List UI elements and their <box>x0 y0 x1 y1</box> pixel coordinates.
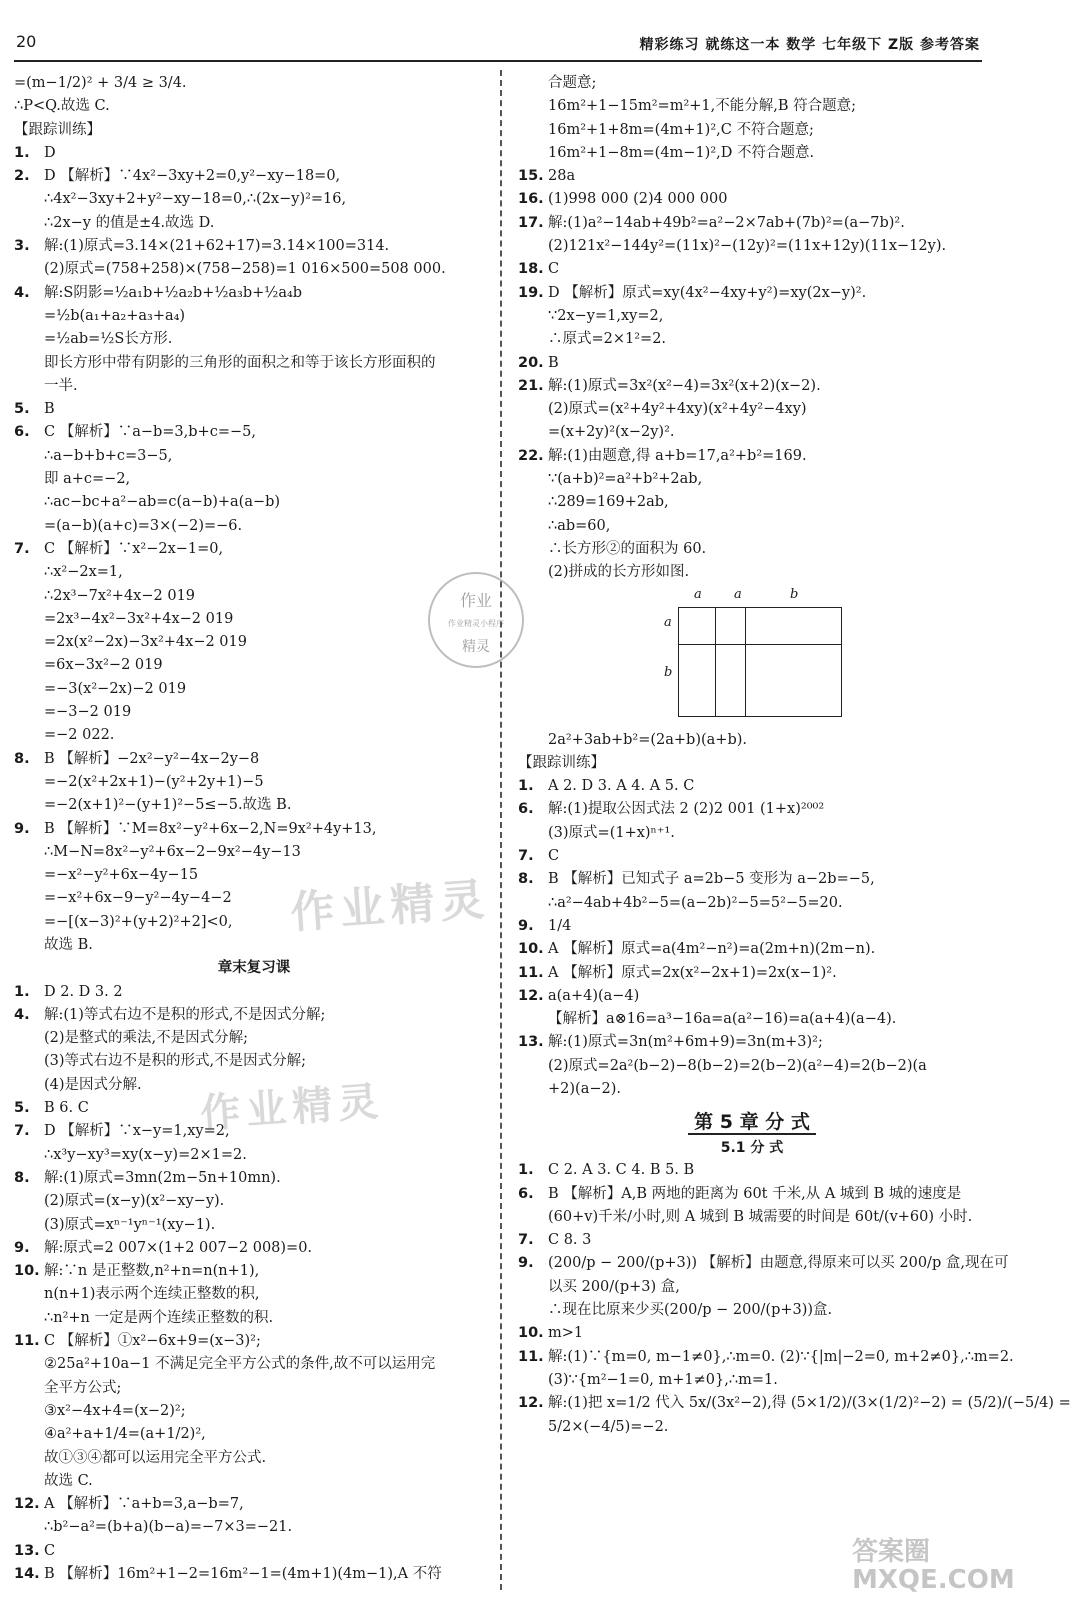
answer-text: =−3−2 019 <box>44 704 132 721</box>
answer-text: B <box>548 354 559 371</box>
answer-text: B 【解析】∵M=8x²−y²+6x−2,N=9x²+4y+13, <box>44 820 377 837</box>
question-number: 6. <box>14 424 30 441</box>
answer-text: ∴a²−4ab+4b²−5=(a−2b)²−5=5²−5=20. <box>548 894 843 911</box>
question-number: 7. <box>14 540 30 557</box>
answer-line <box>14 1307 494 1330</box>
answer-text: (3)原式=xⁿ⁻¹yⁿ⁻¹(xy−1). <box>44 1216 216 1233</box>
question-number: 9. <box>14 820 30 837</box>
answer-line <box>518 1392 1071 1415</box>
question-number: 1. <box>518 778 534 795</box>
answer-text: ∴M−N=8x²−y²+6x−2−9x²−4y−13 <box>44 843 301 860</box>
answer-line <box>518 445 986 468</box>
answer-text: A 2. D 3. A 4. A 5. C <box>548 778 695 795</box>
answer-text: 全平方公式; <box>44 1379 122 1396</box>
answer-text: C 【解析】∵x²−2x−1=0, <box>44 540 224 557</box>
answer-line <box>14 981 494 1004</box>
answer-line <box>518 1346 1014 1369</box>
answer-line <box>518 119 986 142</box>
question-number: 1. <box>14 983 30 1000</box>
answer-line <box>14 282 494 305</box>
answer-line <box>14 1563 494 1586</box>
page-number: 20 <box>16 32 37 51</box>
answer-line <box>14 1493 494 1516</box>
answer-text: C <box>44 1542 56 1559</box>
answer-text: ∴长方形②的面积为 60. <box>548 540 707 557</box>
answer-text: (2)原式=(x−y)(x²−xy−y). <box>44 1193 225 1210</box>
answer-text: ④a²+a+1/4=(a+1/2)², <box>44 1426 206 1443</box>
answer-line <box>518 1416 986 1439</box>
question-number: 8. <box>14 750 30 767</box>
answer-line <box>518 491 986 514</box>
answer-text: D <box>44 144 56 161</box>
answer-line <box>14 724 494 747</box>
answer-text: 解:S阴影=½a₁b+½a₂b+½a₃b+½a₄b <box>44 284 303 301</box>
diagram-label-b-top: b <box>790 586 799 602</box>
question-number: 5. <box>14 401 30 418</box>
answer-line <box>518 398 986 421</box>
diagram-label-a1: a <box>694 586 702 602</box>
answer-line <box>518 282 986 305</box>
answer-line <box>14 491 494 514</box>
answer-text: 28a <box>548 168 576 185</box>
answer-line <box>14 1283 494 1306</box>
answer-line <box>14 794 494 817</box>
answer-text: (2)原式=(x²+4y²+4xy)(x²+4y²−4xy) <box>548 401 807 418</box>
answer-line <box>518 985 986 1008</box>
answer-text: ∴ab=60, <box>548 517 611 534</box>
answer-line <box>518 822 986 845</box>
answer-text: (3)∵{m²−1=0, m+1≠0},∴m=1. <box>548 1371 778 1388</box>
question-number: 8. <box>14 1169 30 1186</box>
answer-text: a(a+4)(a−4) <box>548 987 640 1004</box>
answer-line <box>518 72 986 95</box>
answer-line <box>14 119 494 142</box>
answer-line <box>14 1516 494 1539</box>
answer-line <box>518 515 986 538</box>
answer-line <box>518 1159 986 1182</box>
answer-text: =−3(x²−2x)−2 019 <box>44 680 187 697</box>
answer-text: m>1 <box>548 1325 584 1342</box>
grid-line <box>715 608 716 716</box>
question-number: 4. <box>14 284 30 301</box>
answer-line <box>518 915 986 938</box>
answer-text: (2)121x²−144y²=(11x)²−(12y)²=(11x+12y)(11x−12y). <box>548 238 947 255</box>
answer-text: ②25a²+10a−1 不满足完全平方公式的条件,故不可以运用完 <box>44 1356 436 1373</box>
answer-text: D 【解析】原式=xy(4x²−4xy+y²)=xy(2x−y)². <box>548 284 867 301</box>
answer-line <box>14 1400 494 1423</box>
question-number: 3. <box>14 238 30 255</box>
running-title: 精彩练习 就练这一本 数学 七年级下 Z版 参考答案 <box>639 37 980 53</box>
answer-text: 16m²+1−15m²=m²+1,不能分解,B 符合题意; <box>548 98 857 115</box>
answer-line <box>14 1330 494 1353</box>
answer-text: ∴4x²−3xy+2+y²−xy−18=0,∴(2x−y)²=16, <box>44 191 347 208</box>
answer-text: 合题意; <box>548 75 597 91</box>
answer-line <box>518 212 986 235</box>
answer-text: ∴289=169+2ab, <box>548 494 669 511</box>
answer-text: n(n+1)表示两个连续正整数的积, <box>44 1286 260 1303</box>
answer-line <box>14 445 494 468</box>
answer-text: 解:(1)原式=3x²(x²−4)=3x²(x+2)(x−2). <box>548 377 821 394</box>
answer-line <box>14 212 494 235</box>
answer-line <box>14 165 494 188</box>
answer-text: 解:原式=2 007×(1+2 007−2 008)=0. <box>44 1239 313 1256</box>
answer-text: 【跟踪训练】 <box>518 754 605 771</box>
answer-text: 以买 200/(p+3) 盒, <box>548 1278 680 1295</box>
answer-text: =2x³−4x²−3x²+4x−2 019 <box>44 610 234 627</box>
answer-line <box>518 1055 986 1078</box>
answer-line <box>14 1190 494 1213</box>
answer-text: ③x²−4x+4=(x−2)²; <box>44 1402 186 1419</box>
answer-line <box>14 375 494 398</box>
diagram-label-a2: a <box>734 586 742 602</box>
question-number: 6. <box>518 1185 534 1202</box>
answer-line <box>14 654 494 677</box>
answer-text: =(x+2y)²(x−2y)². <box>548 424 675 441</box>
question-number: 4. <box>14 1006 30 1023</box>
answer-text: =(m−1/2)² + 3/4 ≥ 3/4. <box>14 75 187 91</box>
answer-text: =2x(x²−2x)−3x²+4x−2 019 <box>44 634 247 651</box>
answer-line <box>518 258 986 281</box>
answer-text: ∴ac−bc+a²−ab=c(a−b)+a(a−b) <box>44 494 281 511</box>
answer-line <box>518 142 986 165</box>
answer-text: 16m²+1−8m=(4m−1)²,D 不符合题意. <box>548 144 815 161</box>
answer-line <box>14 701 494 724</box>
answer-text: ∴n²+n 一定是两个连续正整数的积. <box>44 1309 274 1326</box>
question-number: 20. <box>518 354 544 371</box>
diagram-label-a-side: a <box>664 614 672 630</box>
answer-text: 解:(1)提取公因式法 2 (2)2 001 (1+x)²⁰⁰² <box>548 801 825 818</box>
answer-text: ∴2x³−7x²+4x−2 019 <box>44 587 196 604</box>
answer-line <box>14 398 494 421</box>
answer-line <box>518 729 986 752</box>
answer-text: 解:(1)∵{m=0, m−1≠0},∴m=0. (2)∵{|m|−2=0, m+2≠0},∴m=2. <box>548 1348 1014 1365</box>
answer-line <box>14 934 494 957</box>
answer-text: 16m²+1+8m=(4m+1)²,C 不符合题意; <box>548 121 814 138</box>
answer-line <box>518 1183 986 1206</box>
answer-line <box>518 305 986 328</box>
question-number: 10. <box>518 1325 544 1342</box>
answer-line <box>518 938 986 961</box>
answer-line <box>14 1237 494 1260</box>
answer-text: 【解析】a⊗16=a³−16a=a(a²−16)=a(a+4)(a−4). <box>548 1011 897 1028</box>
answer-line <box>14 1144 494 1167</box>
answer-text: 一半. <box>44 377 78 394</box>
watermark-text: 作业精灵 <box>288 874 492 939</box>
watermark-text-2: 作业精灵 <box>198 1078 386 1138</box>
answer-text: ∴x³y−xy³=xy(x−y)=2×1=2. <box>44 1146 247 1163</box>
answer-text: 故①③④都可以运用完全平方公式. <box>44 1449 267 1466</box>
answer-text: ∵2x−y=1,xy=2, <box>548 307 664 324</box>
answer-text: 解:(1)由题意,得 a+b=17,a²+b²=169. <box>548 447 807 464</box>
question-number: 21. <box>518 377 544 394</box>
question-number: 10. <box>518 941 544 958</box>
answer-text: B 【解析】16m²+1−2=16m²−1=(4m+1)(4m−1),A 不符 <box>44 1566 442 1582</box>
answer-text: =(a−b)(a+c)=3×(−2)=−6. <box>44 517 243 534</box>
answer-text: C 【解析】∵a−b=3,b+c=−5, <box>44 424 256 441</box>
question-number: 7. <box>14 1123 30 1140</box>
answer-text: 故选 C. <box>44 1472 93 1489</box>
question-number: 12. <box>14 1496 40 1513</box>
question-number: 2. <box>14 168 30 185</box>
question-number: 13. <box>518 1034 544 1051</box>
answer-line <box>14 235 494 258</box>
answer-line <box>518 538 986 561</box>
answer-line <box>518 775 986 798</box>
answer-line <box>518 1299 986 1322</box>
answer-line <box>14 95 494 118</box>
answer-line <box>14 1260 494 1283</box>
answer-text: D 2. D 3. 2 <box>44 983 123 1000</box>
answer-line <box>14 1004 494 1027</box>
answer-text: 即 a+c=−2, <box>44 471 131 488</box>
answer-line <box>518 1206 986 1229</box>
answer-text: (4)是因式分解. <box>44 1076 142 1093</box>
question-number: 9. <box>518 1255 534 1272</box>
answer-text: A 【解析】原式=2x(x²−2x+1)=2x(x−1)². <box>548 964 837 981</box>
answer-text: B 6. C <box>44 1100 89 1117</box>
answer-text: ∴a−b+b+c=3−5, <box>44 447 173 464</box>
question-number: 1. <box>14 144 30 161</box>
question-number: 11. <box>14 1333 40 1350</box>
answer-text: 解:(1)原式=3mn(2m−5n+10mn). <box>44 1169 281 1186</box>
answer-line <box>518 868 986 891</box>
right-column <box>518 72 1071 1439</box>
answer-line <box>14 538 494 561</box>
answer-line <box>518 752 986 775</box>
question-number: 10. <box>14 1263 40 1280</box>
answer-text: =−2(x+1)²−(y+1)²−5≤−5.故选 B. <box>44 797 292 814</box>
answer-text: 解:∵n 是正整数,n²+n=n(n+1), <box>44 1263 260 1280</box>
question-number: 17. <box>518 214 544 231</box>
answer-line <box>14 515 494 538</box>
answer-text: ∴原式=2×1²=2. <box>548 331 667 348</box>
answer-text: C 2. A 3. C 4. B 5. B <box>548 1162 695 1179</box>
answer-line <box>14 771 494 794</box>
answer-text: A 【解析】∵a+b=3,a−b=7, <box>44 1496 244 1513</box>
answer-text: 章末复习课 <box>217 960 291 977</box>
answer-line <box>14 631 494 654</box>
answer-line <box>14 421 494 444</box>
answer-line <box>14 142 494 165</box>
answer-text: C <box>548 261 560 278</box>
answer-line <box>518 1322 986 1345</box>
answer-text: (2)原式=2a²(b−2)−8(b−2)=2(b−2)(a²−4)=2(b−2)(a <box>548 1057 927 1074</box>
answer-text: 5/2×(−4/5)=−2. <box>548 1418 669 1435</box>
answer-text: A 【解析】原式=a(4m²−n²)=a(2m+n)(2m−n). <box>548 941 876 958</box>
question-number: 15. <box>518 168 544 185</box>
answer-text: 解:(1)原式=3.14×(21+62+17)=3.14×100=314. <box>44 238 390 255</box>
answer-line <box>518 375 986 398</box>
answer-line <box>14 72 494 95</box>
answer-text: (60+v)千米/小时,则 A 城到 B 城需要的时间是 60t/(v+60) 小时. <box>548 1208 973 1225</box>
diagram-grid <box>678 607 842 717</box>
answer-text: 解:(1)等式右边不是积的形式,不是因式分解; <box>44 1006 326 1023</box>
answer-text: =−2 022. <box>44 727 115 744</box>
answer-line <box>518 165 986 188</box>
answer-text: =½ab=½S长方形. <box>44 331 173 348</box>
answer-text: =½b(a₁+a₂+a₃+a₄) <box>44 307 186 324</box>
answer-text: B 【解析】−2x²−y²−4x−2y−8 <box>44 750 260 767</box>
question-number: 8. <box>518 871 534 888</box>
question-number: 16. <box>518 191 544 208</box>
answer-line <box>14 748 494 771</box>
rectangle-diagram <box>518 587 986 725</box>
answer-text: =−x²−y²+6x−4y−15 <box>44 867 199 884</box>
answer-text: +2)(a−2). <box>548 1080 621 1097</box>
answer-line <box>518 468 986 491</box>
answer-line <box>14 1167 494 1190</box>
answer-line <box>518 892 986 915</box>
answer-line <box>14 585 494 608</box>
answer-text: ∴2x−y 的值是±4.故选 D. <box>44 214 215 231</box>
answer-line <box>14 305 494 328</box>
answer-text: B <box>44 401 55 418</box>
answer-line <box>14 1214 494 1237</box>
answer-line <box>14 352 494 375</box>
left-column <box>14 72 494 1586</box>
answer-line <box>14 608 494 631</box>
question-number: 18. <box>518 261 544 278</box>
answer-text: 2a²+3ab+b²=(2a+b)(a+b). <box>548 731 747 748</box>
answer-line <box>518 188 986 211</box>
answer-line <box>518 352 986 375</box>
question-number: 1. <box>518 1162 534 1179</box>
answer-text: 解:(1)原式=3n(m²+6m+9)=3n(m+3)²; <box>548 1034 823 1051</box>
answer-text: ∴b²−a²=(b+a)(b−a)=−7×3=−21. <box>44 1519 293 1536</box>
answer-text: ∴P<Q.故选 C. <box>14 98 110 115</box>
question-number: 6. <box>518 801 534 818</box>
question-number: 11. <box>518 1348 544 1365</box>
answer-line <box>518 561 986 584</box>
answer-line <box>518 1078 986 1101</box>
answer-line <box>518 235 986 258</box>
question-number: 19. <box>518 284 544 301</box>
question-number: 22. <box>518 447 544 464</box>
answer-text: 1/4 <box>548 917 572 934</box>
answer-line <box>14 468 494 491</box>
answer-line <box>14 1050 494 1073</box>
watermark-stamp: 作业 作业精灵小程序 精灵 <box>428 572 524 668</box>
chapter-title: 第 5 章 分 式 <box>518 1107 986 1137</box>
answer-text: 解:(1)a²−14ab+49b²=a²−2×7ab+(7b)²=(a−7b)². <box>548 214 905 231</box>
answer-text: B 【解析】A,B 两地的距离为 60t 千米,从 A 城到 B 城的速度是 <box>548 1185 962 1202</box>
answer-text: (2)拼成的长方形如图. <box>548 564 690 581</box>
answer-text: (2)是整式的乘法,不是因式分解; <box>44 1030 249 1047</box>
answer-text: C <box>548 848 560 865</box>
answer-text: ∴现在比原来少买(200/p − 200/(p+3))盒. <box>548 1302 833 1319</box>
answer-text: C 8. 3 <box>548 1232 592 1249</box>
question-number: 12. <box>518 1395 544 1412</box>
answer-line <box>518 845 986 868</box>
answer-text: =−2(x²+2x+1)−(y²+2y+1)−5 <box>44 773 264 790</box>
page-header <box>14 26 982 62</box>
column-divider <box>500 70 502 1590</box>
answer-text: 【跟踪训练】 <box>14 121 101 138</box>
question-number: 11. <box>518 964 544 981</box>
answer-line <box>518 1252 1009 1275</box>
answer-text: (3)等式右边不是积的形式,不是因式分解; <box>44 1053 307 1070</box>
answer-line <box>14 328 494 351</box>
question-number: 12. <box>518 987 544 1004</box>
grid-line <box>745 608 746 716</box>
section-title: 5.1 分 式 <box>720 1140 784 1157</box>
answer-line <box>14 1027 494 1050</box>
answer-text: 解:(1)把 x=1/2 代入 5x/(3x²−2),得 (5×1/2)/(3×(1/2)²−2) = (5/2)/(−5/4) = <box>548 1395 1071 1412</box>
question-number: 9. <box>518 917 534 934</box>
answer-line <box>14 561 494 584</box>
answer-text: (200/p − 200/(p+3)) 【解析】由题意,得原来可以买 200/p 盒,现在可 <box>548 1255 1009 1272</box>
answer-line <box>518 95 986 118</box>
question-number: 5. <box>14 1100 30 1117</box>
answer-text: ∵(a+b)²=a²+b²+2ab, <box>548 471 703 488</box>
corner-logo: 答案圈 MXQE.COM <box>852 1537 1015 1595</box>
answer-line <box>518 1031 986 1054</box>
answer-text: (1)998 000 (2)4 000 000 <box>548 191 728 208</box>
answer-text: D 【解析】∵4x²−3xy+2=0,y²−xy−18=0, <box>44 168 341 185</box>
answer-line <box>14 1470 494 1493</box>
answer-line <box>14 1423 494 1446</box>
answer-line <box>14 1447 494 1470</box>
answer-text: =−x²+6x−9−y²−4y−4−2 <box>44 890 232 907</box>
answer-line <box>14 1353 494 1376</box>
question-number: 13. <box>14 1542 40 1559</box>
answer-line <box>518 798 986 821</box>
answer-text: B 【解析】已知式子 a=2b−5 变形为 a−2b=−5, <box>548 871 875 888</box>
answer-line <box>518 328 986 351</box>
question-number: 14. <box>14 1566 40 1582</box>
answer-text: ∴x²−2x=1, <box>44 564 123 581</box>
answer-line <box>14 841 494 864</box>
answer-text: =−[(x−3)²+(y+2)²+2]<0, <box>44 913 233 930</box>
answer-text: (3)原式=(1+x)ⁿ⁺¹. <box>548 824 675 841</box>
answer-line <box>518 1369 986 1392</box>
diagram-label-b-side: b <box>664 664 673 680</box>
answer-text: C 【解析】①x²−6x+9=(x−3)²; <box>44 1333 261 1350</box>
answer-line <box>14 258 494 281</box>
answer-text: (2)原式=(758+258)×(758−258)=1 016×500=508 000. <box>44 261 446 278</box>
answer-line <box>14 1377 494 1400</box>
answer-line <box>518 1276 986 1299</box>
answer-line <box>14 188 494 211</box>
answer-line <box>14 1540 494 1563</box>
answer-line <box>14 818 494 841</box>
grid-line <box>679 644 841 645</box>
answer-line <box>518 962 986 985</box>
answer-text: D 【解析】∵x−y=1,xy=2, <box>44 1123 230 1140</box>
answer-text: 即长方形中带有阴影的三角形的面积之和等于该长方形面积的 <box>44 354 436 371</box>
question-number: 7. <box>518 848 534 865</box>
answer-line <box>518 421 986 444</box>
answer-line <box>14 957 494 980</box>
answer-line <box>14 678 494 701</box>
answer-line <box>518 1008 986 1031</box>
question-number: 7. <box>518 1232 534 1249</box>
question-number: 9. <box>14 1239 30 1256</box>
answer-text: =6x−3x²−2 019 <box>44 657 163 674</box>
answer-line <box>518 1229 986 1252</box>
answer-text: 故选 B. <box>44 936 93 953</box>
